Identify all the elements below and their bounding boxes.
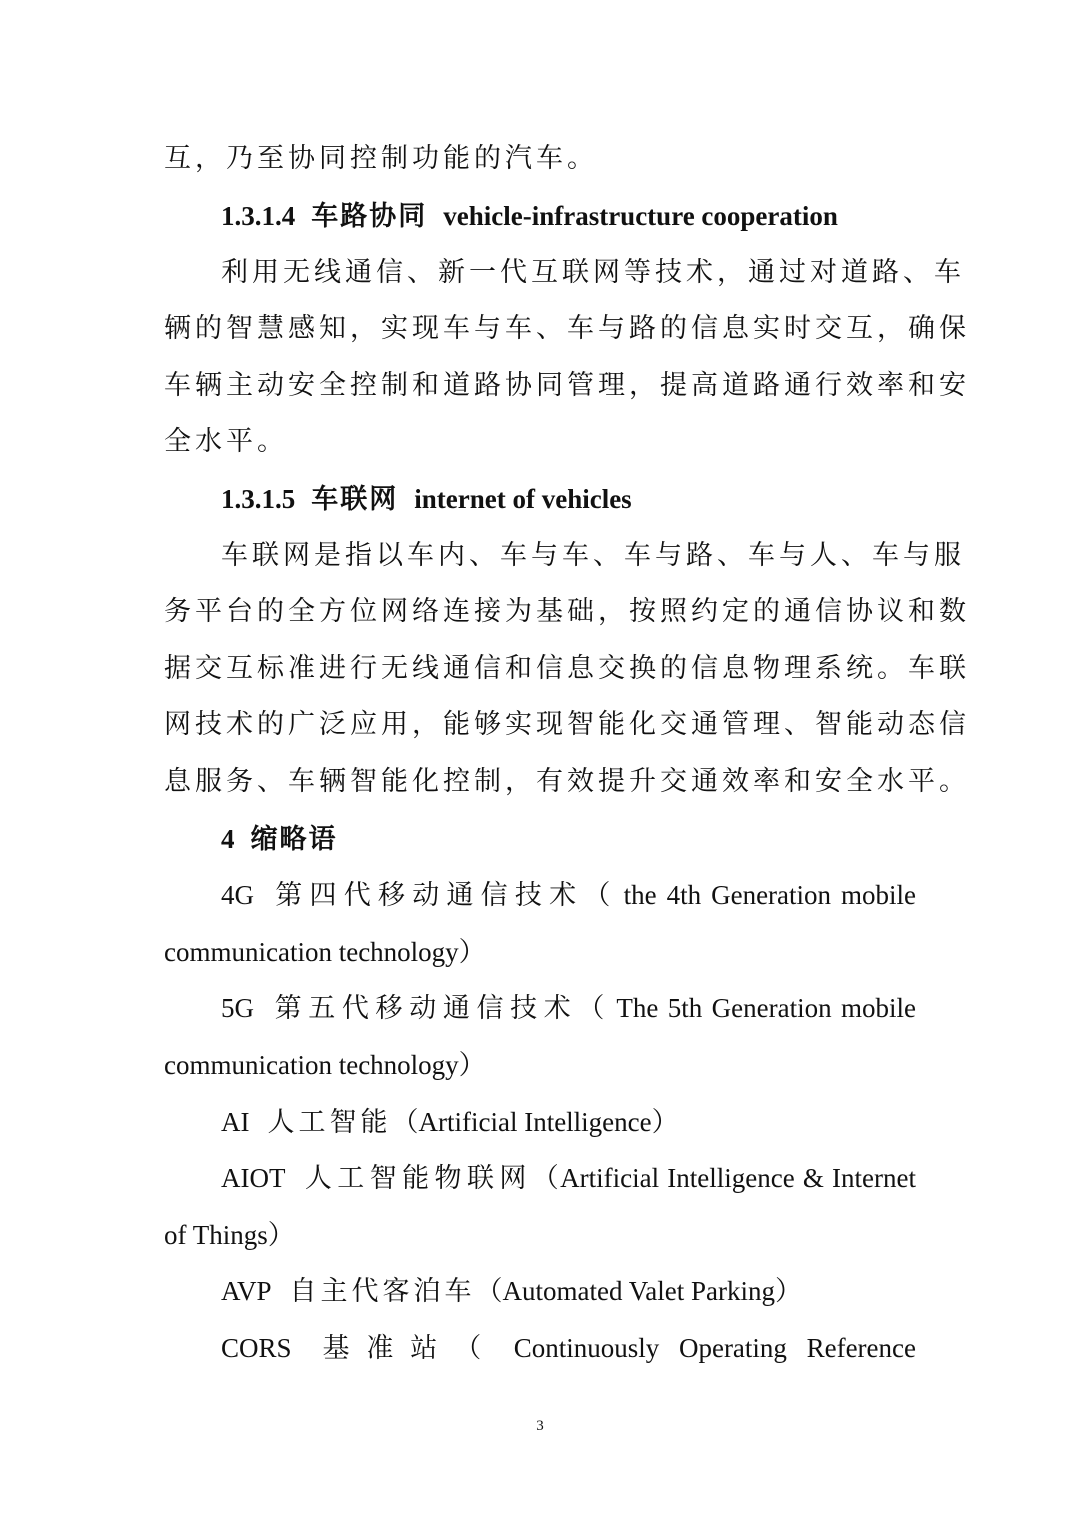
paragraph-line: 息服务、车辆智能化控制，有效提升交通效率和安全水平。 xyxy=(164,766,970,797)
abbr-en-continuation: of Things） xyxy=(164,1220,295,1250)
paragraph-line: 车联网是指以车内、车与车、车与路、车与人、车与服 xyxy=(221,540,965,571)
section-number: 1.3.1.4 xyxy=(221,201,296,231)
abbr-en: （ Continuously Operating Reference xyxy=(454,1333,916,1363)
paragraph-line: 辆的智慧感知，实现车与车、车与路的信息实时交互，确保 xyxy=(164,313,970,344)
abbr-code: 4G xyxy=(221,880,254,910)
abbr-code: AVP xyxy=(221,1276,272,1306)
abbreviation-entry-4g xyxy=(221,875,916,915)
abbr-code: 5G xyxy=(221,993,254,1023)
abbr-en: （ the 4th Generation mobile xyxy=(583,880,917,910)
page-number: 3 xyxy=(536,1418,544,1434)
abbr-cn: 第四代移动通信技术 xyxy=(272,880,584,911)
abbr-code: CORS xyxy=(221,1333,292,1363)
abbr-cn: 人工智能 xyxy=(267,1107,392,1138)
abbr-en-continuation: communication technology） xyxy=(164,937,486,967)
section-title-cn: 车联网 xyxy=(311,484,399,515)
paragraph-line: 据交互标准进行无线通信和信息交换的信息物理系统。车联 xyxy=(164,653,970,684)
section-title-en: vehicle-infrastructure cooperation xyxy=(443,201,838,231)
abbr-en-continuation: communication technology） xyxy=(164,1050,486,1080)
section-number: 1.3.1.5 xyxy=(221,484,296,514)
section-title-cn: 车路协同 xyxy=(311,201,428,232)
abbr-en: （Artificial Intelligence & Internet xyxy=(531,1163,916,1193)
paragraph-line: 利用无线通信、新一代互联网等技术，通过对道路、车 xyxy=(221,257,965,288)
abbr-cn: 人工智能物联网 xyxy=(303,1163,532,1194)
section-title-cn: 缩略语 xyxy=(250,824,338,855)
paragraph-line: 全水平。 xyxy=(164,426,288,457)
section-heading-4 xyxy=(221,819,354,859)
paragraph-continuation: 互，乃至协同控制功能的汽车。 xyxy=(164,143,598,174)
abbr-code: AIOT xyxy=(221,1163,286,1193)
abbreviation-entry-ai xyxy=(221,1102,916,1142)
abbr-en: （Automated Valet Parking） xyxy=(475,1276,802,1306)
abbr-code: AI xyxy=(221,1107,250,1137)
abbreviation-entry-aiot xyxy=(221,1158,916,1198)
abbr-en: （ The 5th Generation mobile xyxy=(577,993,916,1023)
section-heading-1314 xyxy=(221,196,838,236)
abbr-en: （Artificial Intelligence） xyxy=(391,1107,679,1137)
abbreviation-entry-avp xyxy=(221,1271,916,1311)
section-number: 4 xyxy=(221,824,235,854)
paragraph-line: 务平台的全方位网络连接为基础，按照约定的通信协议和数 xyxy=(164,596,970,627)
paragraph-line: 车辆主动安全控制和道路协同管理，提高道路通行效率和安 xyxy=(164,370,970,401)
abbr-cn: 自主代客泊车 xyxy=(289,1276,476,1307)
abbr-cn: 第五代移动通信技术 xyxy=(272,993,578,1024)
section-title-en: internet of vehicles xyxy=(414,484,632,514)
abbr-cn: 基准站 xyxy=(309,1333,455,1364)
section-heading-1315 xyxy=(221,479,632,519)
abbreviation-entry-5g xyxy=(221,988,916,1028)
abbreviation-entry-cors xyxy=(221,1328,916,1368)
paragraph-line: 网技术的广泛应用，能够实现智能化交通管理、智能动态信 xyxy=(164,709,970,740)
